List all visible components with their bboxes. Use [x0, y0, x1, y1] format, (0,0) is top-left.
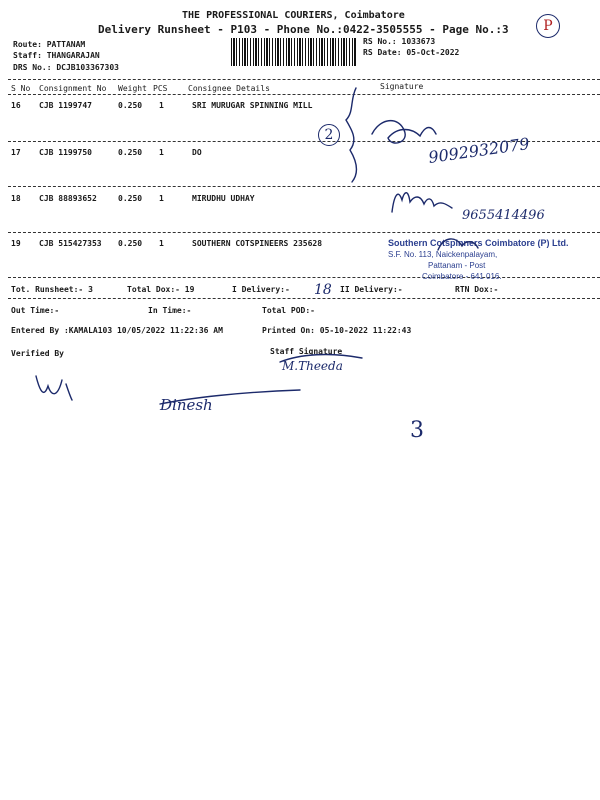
- handwritten-delivery-count: 18: [314, 282, 332, 298]
- staff-label: Staff: THANGARAJAN: [13, 51, 100, 60]
- row-consignment: CJB 88893652: [39, 194, 97, 203]
- column-header-signature: Signature: [380, 82, 424, 91]
- staff-signature: [280, 355, 362, 362]
- handwritten-page-count: 3: [410, 418, 424, 443]
- row-sno: 17: [11, 148, 21, 157]
- row-sno: 19: [11, 239, 21, 248]
- stamp-address-line: S.F. No. 113, Naickenpalayam,: [388, 250, 498, 259]
- row-weight: 0.250: [118, 148, 143, 157]
- row-weight: 0.250: [118, 101, 143, 110]
- row-consignment: CJB 1199747: [39, 101, 92, 110]
- runsheet-subtitle: Delivery Runsheet - P103 - Phone No.:0422-3505555 - Page No.:3: [98, 23, 509, 36]
- row-pcs: 1: [159, 101, 164, 110]
- route-label: Route: PATTANAM: [13, 40, 86, 49]
- rtn-dox: RTN Dox:-: [455, 285, 499, 294]
- rs-date: RS Date: 05-Oct-2022: [363, 48, 460, 57]
- bracket-signature: [346, 88, 356, 182]
- verified-by-signature: [36, 376, 72, 400]
- row16-signature: [372, 121, 436, 143]
- column-header-sno: S No: [11, 84, 31, 93]
- row-consignment: CJB 1199750: [39, 148, 92, 157]
- row-consignment: CJB 515427353: [39, 239, 102, 248]
- column-header-consignment: Consignment No: [39, 84, 107, 93]
- handwritten-staff-name: M.Theeda: [282, 359, 343, 373]
- handwritten-phone: 9655414496: [462, 208, 545, 223]
- handwritten-signer-name: Dinesh: [160, 396, 213, 414]
- drs-number: DRS No.: DCJB103367303: [13, 63, 119, 72]
- stamp-address-line: Coimbatore - 641 016.: [422, 272, 502, 281]
- entered-by: Entered By :KAMALA103 10/05/2022 11:22:36 AM: [11, 326, 223, 335]
- row-sno: 16: [11, 101, 21, 110]
- handwritten-phone: 9092932079: [427, 134, 531, 167]
- stamp-company-name: Southern Cotspinners Coimbatore (P) Ltd.: [388, 238, 569, 248]
- row-pcs: 1: [159, 239, 164, 248]
- page-mark-circle: P: [536, 14, 560, 38]
- out-time: Out Time:-: [11, 306, 60, 315]
- row-pcs: 1: [159, 148, 164, 157]
- row-sno: 18: [11, 194, 21, 203]
- total-pod: Total POD:-: [262, 306, 315, 315]
- total-dox: Total Dox:- 19: [127, 285, 195, 294]
- second-delivery: II Delivery:-: [340, 285, 403, 294]
- staff-signature-label: Staff Signature: [270, 347, 343, 356]
- stamp-address-line: Pattanam - Post: [428, 261, 486, 270]
- in-time: In Time:-: [148, 306, 192, 315]
- row19-signature: [438, 239, 478, 250]
- tot-runsheet: Tot. Runsheet:- 3: [11, 285, 93, 294]
- rs-number: RS No.: 1033673: [363, 37, 436, 46]
- verified-by-label: Verified By: [11, 349, 64, 358]
- first-delivery: I Delivery:-: [232, 285, 290, 294]
- row-consignee: SRI MURUGAR SPINNING MILL: [192, 101, 313, 110]
- row-consignee: SOUTHERN COTSPINEERS 235628: [192, 239, 323, 248]
- row18-signature: [392, 193, 452, 212]
- column-header-consignee: Consignee Details: [188, 84, 270, 93]
- column-header-pcs: PCS: [153, 84, 168, 93]
- signer-signature: [160, 390, 300, 404]
- column-header-weight: Weight: [118, 84, 147, 93]
- row-pcs: 1: [159, 194, 164, 203]
- row-consignee: MIRUDHU UDHAY: [192, 194, 255, 203]
- printed-on: Printed On: 05-10-2022 11:22:43: [262, 326, 412, 335]
- circled-number: 2: [318, 124, 340, 146]
- row-consignee: DO: [192, 148, 202, 157]
- row-weight: 0.250: [118, 239, 143, 248]
- company-title: THE PROFESSIONAL COURIERS, Coimbatore: [182, 10, 405, 21]
- row-weight: 0.250: [118, 194, 143, 203]
